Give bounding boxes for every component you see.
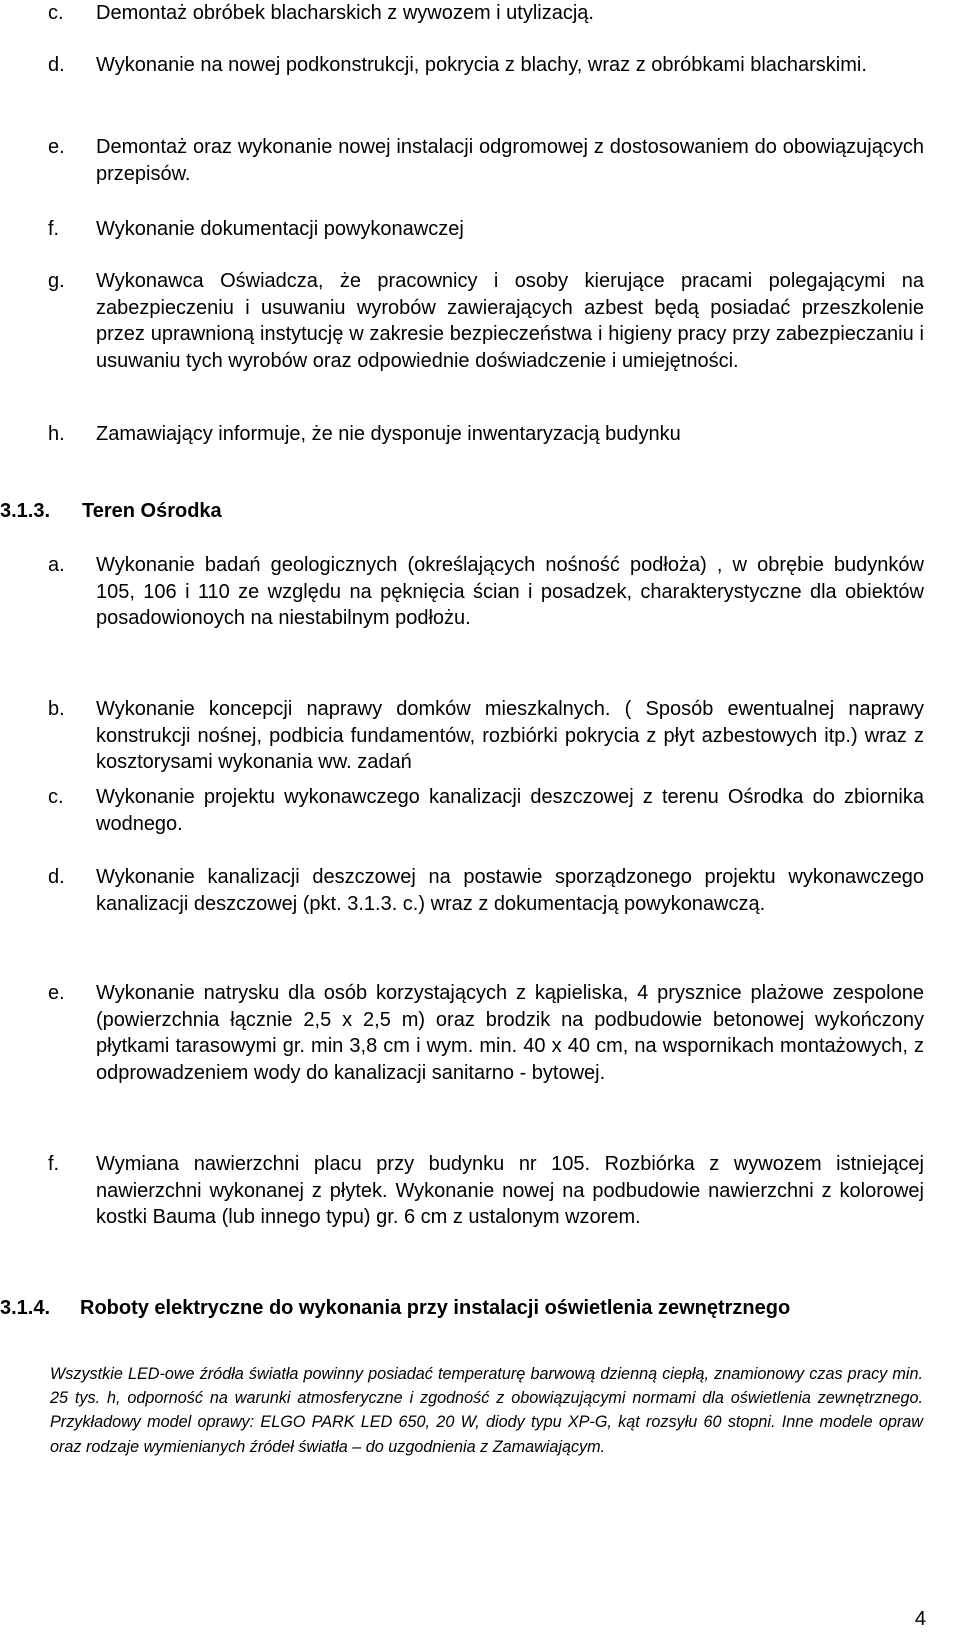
list-item-c xyxy=(48,0,924,27)
list-label: d. xyxy=(48,866,65,888)
list-text: Wykonanie na nowej podkonstrukcji, pokrycia z blachy, wraz z obróbkami blacharskimi. xyxy=(96,54,867,76)
list-text: Wykonanie kanalizacji deszczowej na postawie sporządzonego projektu wykonawczego kanalizacji deszczowej (pkt. 3.1.3. c.) wraz z dokumentacją powykonawczą. xyxy=(96,866,924,915)
list-text: Zamawiający informuje, że nie dysponuje inwentaryzacją budynku xyxy=(96,423,681,445)
list-label: c. xyxy=(48,2,64,24)
list-label: e. xyxy=(48,982,65,1004)
section-title: Roboty elektryczne do wykonania przy instalacji oświetlenia zewnętrznego xyxy=(80,1297,791,1319)
list-label: f. xyxy=(48,218,60,240)
lighting-note: Wszystkie LED-owe źródła światła powinny posiadać temperaturę barwową dzienną ciepłą, znamionowy czas pracy min. 25 tys. h, odporność na warunki atmosferyczne i zgodność z obowiązującymi normami dla oświetlenia zewnętrznego. Przykładowy model oprawy: ELGO PARK LED 650, 20 W, diody typu XP-G, kąt rozsyłu 60 stopni. Inne modele opraw oraz rodzaje wymienianych źródeł światła – do uzgodnienia z Zamawiającym. xyxy=(50,1365,923,1456)
list-text: Demontaż obróbek blacharskich z wywozem i utylizacją. xyxy=(96,2,594,24)
list-text: Demontaż oraz wykonanie nowej instalacji odgromowej z dostosowaniem do obowiązujących przepisów. xyxy=(96,136,924,185)
list-item-f xyxy=(48,216,924,243)
list-text: Wykonanie dokumentacji powykonawczej xyxy=(96,218,464,240)
list-label: e. xyxy=(48,136,65,158)
list-text: Wykonanie natrysku dla osób korzystających z kąpieliska, 4 prysznice plażowe zespolone (powierzchnia łącznie 2,5 x 2,5 m) oraz brodzik na podbudowie betonowej wykończony płytkami tarasowymi gr. min 3,8 cm i wym. min. 40 x 40 cm, na wspornikach montażowych, z odprowadzeniem wody do kanalizacji sanitarno - bytowej. xyxy=(96,982,924,1084)
list-label: c. xyxy=(48,786,64,808)
list-label: b. xyxy=(48,698,65,720)
list-text: Wymiana nawierzchni placu przy budynku nr 105. Rozbiórka z wywozem istniejącej nawierzchni wykonanej z płytek. Wykonanie nowej na podbudowie nawierzchni z kolorowej kostki Bauma (lub innego typu) gr. 6 cm z ustalonym wzorem. xyxy=(96,1153,924,1228)
list-item-e xyxy=(48,980,924,1086)
list-label: f. xyxy=(48,1153,60,1175)
section-number: 3.1.4. xyxy=(0,1297,51,1319)
list-label: g. xyxy=(48,270,65,292)
list-item-b xyxy=(48,696,924,776)
list-item-e xyxy=(48,134,924,187)
list-item-a xyxy=(48,552,924,632)
section-heading-314 xyxy=(0,1295,924,1322)
list-item-f xyxy=(48,1151,924,1231)
list-item-g xyxy=(48,268,924,374)
section-title: Teren Ośrodka xyxy=(82,500,222,522)
list-label: h. xyxy=(48,423,65,445)
section-number: 3.1.3. xyxy=(0,500,51,522)
page-number: 4 xyxy=(914,1608,926,1630)
list-item-d xyxy=(48,864,924,917)
list-label: a. xyxy=(48,554,65,576)
section-heading-313 xyxy=(0,498,924,525)
list-label: d. xyxy=(48,54,65,76)
list-item-h xyxy=(48,421,924,448)
list-text: Wykonawca Oświadcza, że pracownicy i osoby kierujące pracami polegającymi na zabezpieczeniu i usuwaniu wyrobów zawierających azbest będą posiadać przeszkolenie przez uprawnioną instytucję w zakresie bezpieczeństwa i higieny pracy przy zabezpieczaniu i usuwaniu tych wyrobów oraz odpowiednie doświadczenie i umiejętności. xyxy=(96,270,924,372)
list-text: Wykonanie projektu wykonawczego kanalizacji deszczowej z terenu Ośrodka do zbiornika wodnego. xyxy=(96,786,924,835)
list-item-c xyxy=(48,784,924,837)
list-item-d xyxy=(48,52,924,79)
list-text: Wykonanie koncepcji naprawy domków mieszkalnych. ( Sposób ewentualnej naprawy konstrukcji nośnej, podbicia fundamentów, rozbiórki pokrycia z płyt azbestowych itp.) wraz z kosztorysami wykonania ww. zadań xyxy=(96,698,924,773)
list-text: Wykonanie badań geologicznych (określających nośność podłoża) , w obrębie budynków 105, 106 i 110 ze względu na pęknięcia ścian i posadzek, charakterystyczne dla obiektów posadowionoych na niestabilnym podłożu. xyxy=(96,554,924,629)
